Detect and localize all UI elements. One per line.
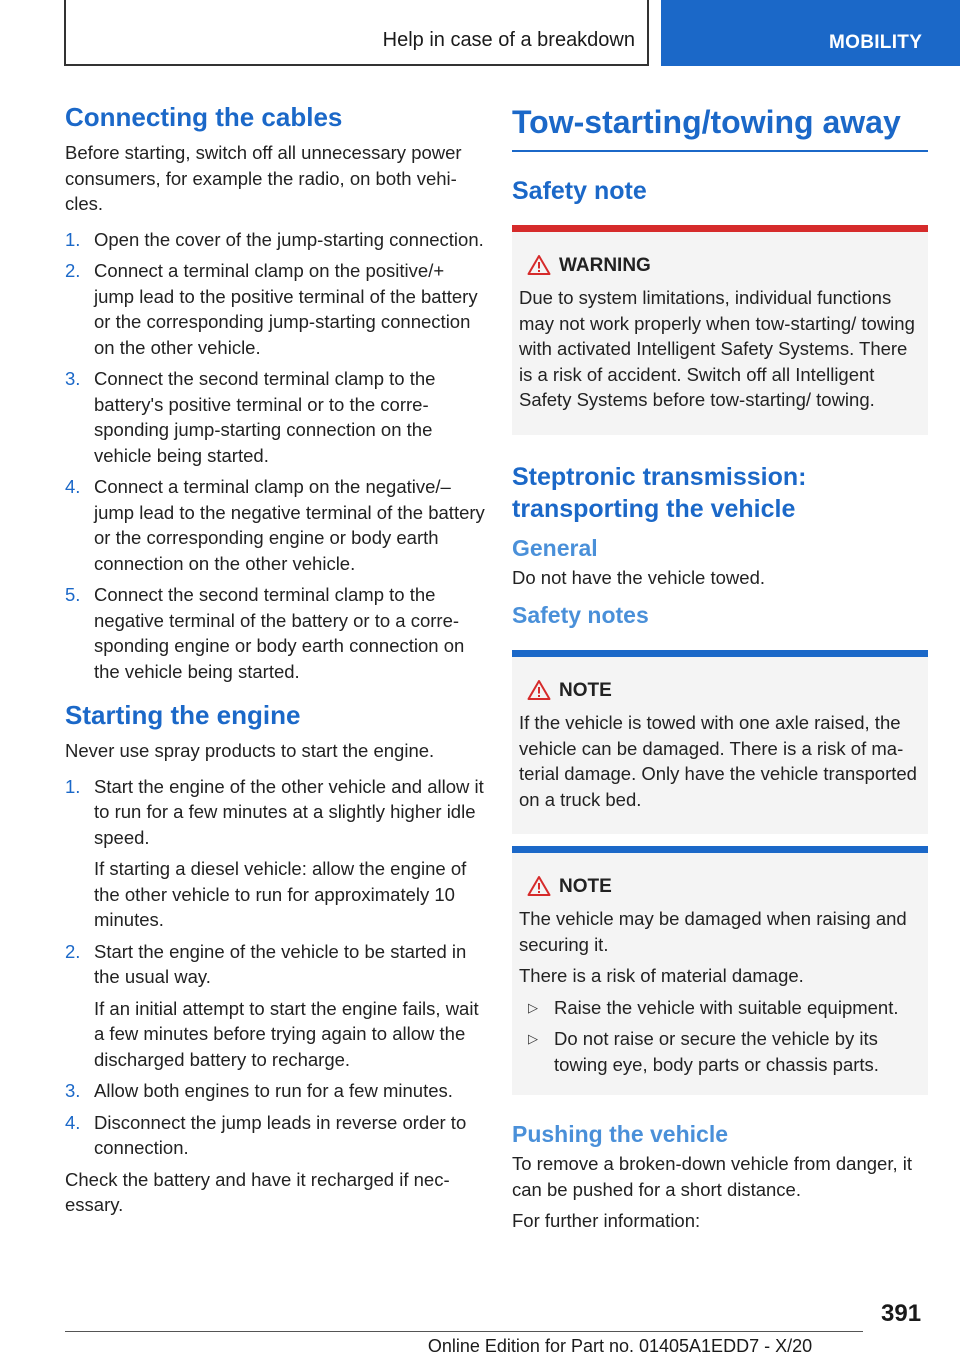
starting-intro: Never use spray products to start the engine. [65, 740, 435, 761]
connecting-heading: Connecting the cables [65, 102, 343, 132]
step-extra: If an initial attempt to start the engine fails, wait a few minutes before trying again to allow the discharged battery to recharge. [94, 997, 479, 1070]
step-text: Connect the second terminal clamp to the battery's positive terminal or to the corresponding jump-starting connection on the vehicle being started. [94, 368, 436, 466]
step-number: 1. [65, 228, 81, 250]
list-item [519, 1026, 920, 1077]
note-box-towing [512, 650, 928, 834]
note-text: The vehicle may be damaged when raising and securing it. [519, 908, 907, 955]
starting-outro: Check the battery and have it recharged if necessary. [65, 1168, 450, 1215]
list-item [519, 995, 920, 1021]
note-bullet-list [519, 995, 920, 1078]
steptronic-heading: Steptronic transmission: transporting the vehicle [512, 462, 807, 523]
step-text: Connect the second terminal clamp to the negative terminal of the battery or to a corresponding engine or body earth connection on the vehicle being started. [94, 584, 465, 682]
bullet-text: Raise the vehicle with suitable equipment. [554, 996, 899, 1018]
safety-notes-heading: Safety notes [512, 602, 649, 628]
list-item [65, 1078, 485, 1104]
warning-triangle-icon [527, 254, 551, 276]
note-text: If the vehicle is towed with one axle raised, the vehicle can be damaged. There is a risk of material damage. Only have the vehicle transported on a truck bed. [519, 712, 917, 810]
note-text: There is a risk of material damage. [519, 965, 804, 986]
header-chapter-tab [661, 0, 960, 66]
list-item [65, 258, 485, 360]
pushing-text: To remove a broken-down vehicle from danger, it can be pushed for a short distance. [512, 1153, 913, 1200]
step-number: 3. [65, 1080, 81, 1101]
list-item [65, 939, 485, 1073]
general-heading: General [512, 534, 598, 561]
list-item [65, 1110, 485, 1161]
right-column [512, 100, 928, 1234]
triangle-bullet-icon: ▷ [528, 1031, 538, 1046]
warning-header [519, 254, 920, 278]
step-number: 3. [65, 368, 81, 389]
step-text: Open the cover of the jump-starting connection. [94, 228, 484, 250]
left-column [65, 100, 485, 1218]
warning-triangle-icon [527, 679, 551, 701]
general-text: Do not have the vehicle towed. [512, 566, 765, 588]
list-item [65, 582, 485, 684]
header-section-title: Help in case of a breakdown [382, 29, 635, 51]
header-chapter-label: MOBILITY [829, 32, 923, 53]
step-text: Start the engine of the vehicle to be started in the usual way. [94, 940, 467, 987]
bullet-text: Do not raise or secure the vehicle by its towing eye, body parts or chassis parts. [554, 1028, 879, 1075]
pushing-heading: Pushing the vehicle [512, 1121, 728, 1147]
warning-triangle-icon [527, 875, 551, 897]
step-text: Connect a terminal clamp on the positive/+ jump lead to the positive terminal of the battery or the corresponding jump-starting connection on the other vehicle. [94, 260, 478, 358]
list-item [65, 366, 485, 468]
step-text: Allow both engines to run for a few minutes. [94, 1080, 453, 1101]
tow-starting-heading: Tow-starting/towing away [512, 100, 928, 152]
starting-heading: Starting the engine [65, 700, 301, 730]
note-label: NOTE [559, 876, 612, 897]
note-label: NOTE [559, 680, 612, 701]
warning-label: WARNING [559, 255, 651, 276]
step-text: Disconnect the jump leads in reverse order to connection. [94, 1111, 467, 1158]
footer-edition-text: Online Edition for Part no. 01405A1EDD7 - X/20 [427, 1336, 813, 1356]
further-info-text: For further information: [512, 1210, 701, 1231]
triangle-bullet-icon: ▷ [528, 999, 538, 1015]
step-text: Connect a terminal clamp on the negative/– jump lead to the negative terminal of the battery or the corresponding engine or body earth connection on the other vehicle. [94, 476, 485, 574]
note-header [519, 875, 920, 899]
list-item [65, 774, 485, 933]
list-item [65, 474, 485, 576]
page-number: 391 [881, 1300, 922, 1327]
note-header [519, 679, 920, 703]
step-number: 5. [65, 584, 81, 605]
step-number: 4. [65, 476, 81, 497]
footer-divider [65, 1331, 863, 1332]
safety-note-heading: Safety note [512, 177, 647, 205]
step-number: 1. [65, 775, 81, 797]
list-item [65, 227, 485, 253]
header-section-box [64, 0, 649, 66]
step-number: 2. [65, 260, 81, 281]
step-extra: If starting a diesel vehicle: allow the engine of the other vehicle to run for approximately 10 minutes. [94, 858, 467, 930]
step-text: Start the engine of the other vehicle and allow it to run for a few minutes at a slightly higher idle speed. [94, 775, 484, 848]
connecting-steps [65, 227, 485, 685]
step-number: 4. [65, 1111, 81, 1133]
connecting-intro: Before starting, switch off all unnecessary power consumers, for example the radio, on both vehicles. [65, 142, 462, 214]
warning-box [512, 225, 928, 435]
note-box-raising [512, 846, 928, 1095]
step-number: 2. [65, 940, 81, 962]
warning-text: Due to system limitations, individual functions may not work properly when tow-starting/ towing with activated Intelligent Safety Systems. There is a risk of accident. Switch off all Intelligent Safety Systems before tow-starting/ towing. [519, 287, 915, 410]
starting-steps [65, 774, 485, 1161]
